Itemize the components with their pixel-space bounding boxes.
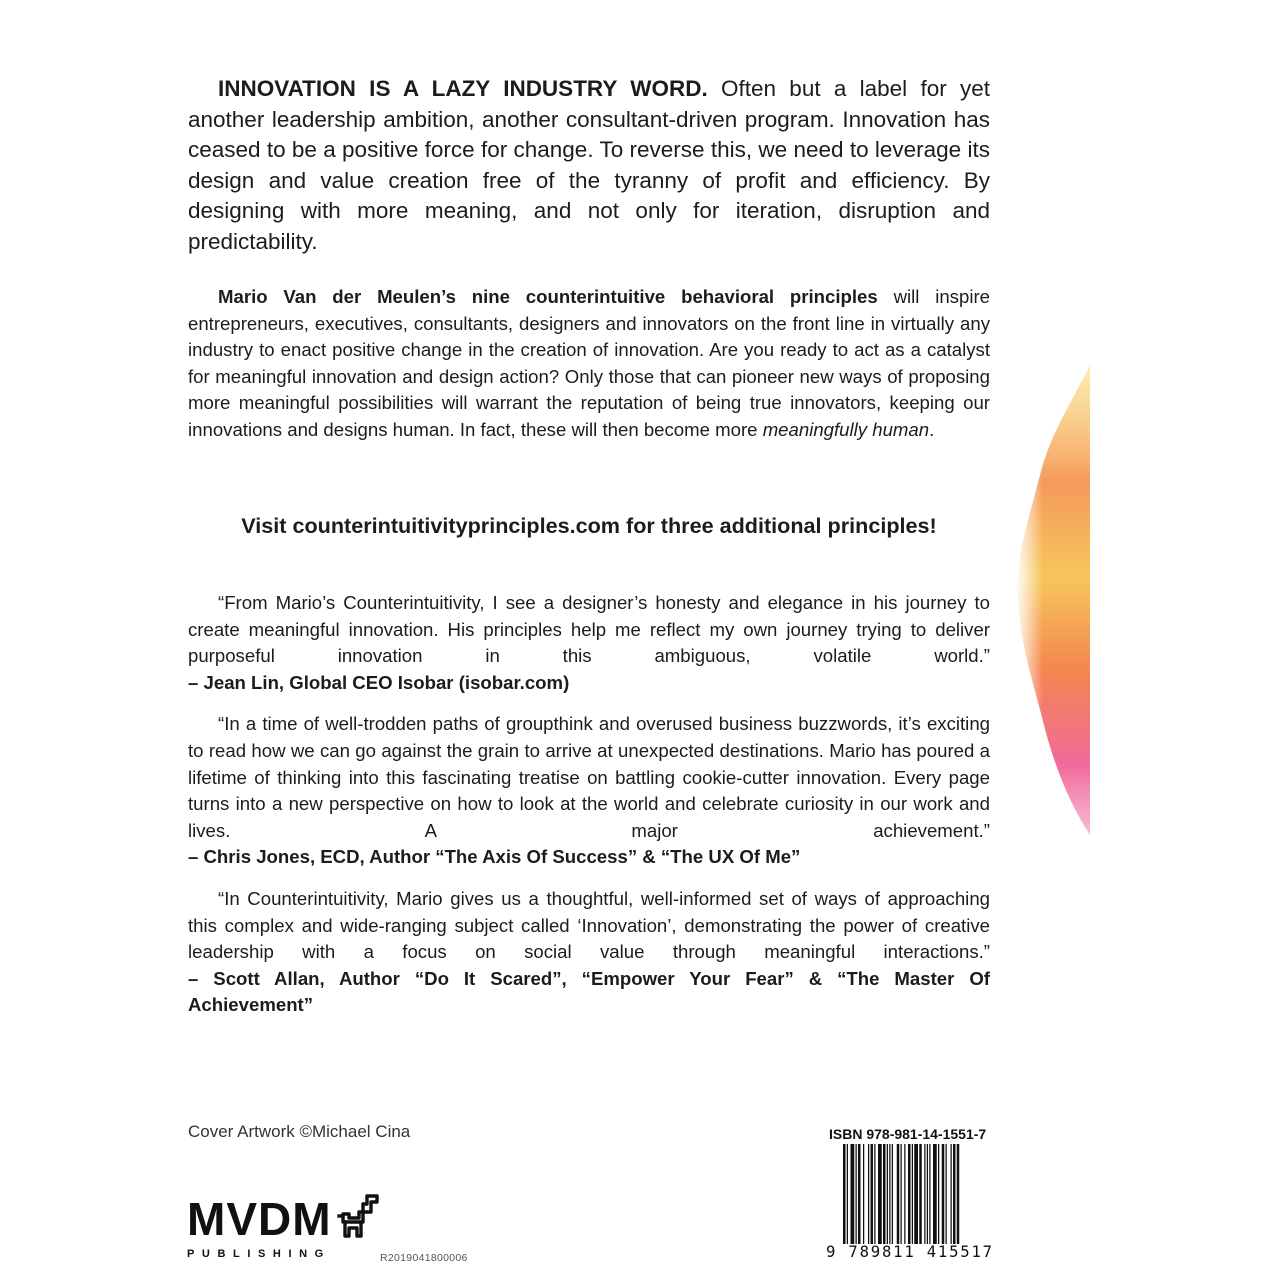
barcode-bar — [933, 1144, 937, 1244]
barcode-bar — [871, 1144, 874, 1244]
testimonial — [188, 711, 990, 871]
cover-art-splash — [1010, 365, 1090, 835]
barcode-bar — [908, 1144, 911, 1244]
isbn-label: ISBN 978-981-14-1551-7 — [829, 1126, 987, 1142]
description-tail: . — [929, 418, 935, 440]
testimonial-text: “In a time of well-trodden paths of groupthink and overused business buzzwords, it’s exciting to read how we can go against the grain to arrive at unexpected destinations. Mario has poured a lifetime of thinking into this fascinating treatise on battling cookie-cutter innovation. Every page turns into a new perspective on how to look at the world and celebrate curiosity in our work and lives. A major achievement.” — [188, 713, 990, 841]
barcode-bar — [856, 1144, 857, 1244]
intro-lead: INNOVATION IS A LAZY INDUSTRY WORD. — [218, 76, 708, 101]
barcode-bar — [901, 1144, 902, 1244]
barcode-bar — [887, 1144, 888, 1244]
registration-code: R2019041800006 — [380, 1252, 468, 1264]
barcode-bar — [927, 1144, 928, 1244]
cover-artwork-credit: Cover Artwork ©Michael Cina — [188, 1122, 411, 1141]
barcode-digits: 9 789811 415517 — [826, 1243, 994, 1261]
barcode-bar — [868, 1144, 869, 1244]
description-lead: Mario Van der Meulen’s nine counterintuitive behavioral principles — [218, 286, 878, 307]
publisher-name: MVDM — [187, 1193, 332, 1245]
barcode-bar — [929, 1144, 930, 1244]
testimonial-text: “From Mario’s Counterintuitivity, I see a designer’s honesty and elegance in his journey to create meaningful innovation. His principles help me reflect my own journey trying to deliver purposeful innovation in this ambiguous, volatile world.” — [188, 592, 990, 667]
barcode-bar — [951, 1144, 952, 1244]
testimonial-attribution: – Chris Jones, ECD, Author “The Axis Of Success” & “The UX Of Me” — [188, 846, 801, 868]
barcode-bar — [858, 1144, 861, 1244]
barcode-bar — [874, 1144, 875, 1244]
barcode-bar — [912, 1144, 913, 1244]
publisher-subtitle: PUBLISHING — [187, 1248, 331, 1260]
testimonial-attribution: – Scott Allan, Author “Do It Scared”, “Empower Your Fear” & “The Master Of Achievement” — [188, 967, 990, 1016]
barcode-bar — [847, 1144, 848, 1244]
testimonial — [188, 886, 990, 1019]
barcode-bar — [897, 1144, 900, 1244]
barcode-bar — [883, 1144, 886, 1244]
intro-paragraph — [188, 74, 990, 258]
barcode-bar — [851, 1144, 855, 1244]
testimonials — [188, 590, 990, 1034]
visit-website-line: Visit counterintuitivityprinciples.com for three additional principles! — [241, 513, 937, 538]
description-body: will inspire entrepreneurs, executives, consultants, designers and innovators on the front line in virtually any industry to enact positive change in the creation of innovation. Are you ready to act as a catalyst for meaningful innovation and design action? Only those that can pioneer new ways of proposing more meaningful possibilities will warrant the reputation of being true innovators, keeping our innovations and designs human. In fact, these will then become more — [188, 286, 990, 440]
barcode-bar — [953, 1144, 956, 1244]
barcode-bar — [938, 1144, 939, 1244]
barcode-bar — [843, 1144, 846, 1244]
description-paragraph — [188, 284, 990, 444]
barcode-bar — [919, 1144, 922, 1244]
dinosaur-logo-icon — [337, 1192, 385, 1242]
barcode-bar — [878, 1144, 882, 1244]
barcode-bar — [914, 1144, 918, 1244]
testimonial-text: “In Counterintuitivity, Mario gives us a thoughtful, well-informed set of ways of approaching this complex and wide-ranging subject called ‘Innovation’, demonstrating the power of creative leadership with a focus on social value through meaningful interactions.” — [188, 887, 990, 963]
description-emphasis: meaningfully human — [762, 418, 930, 440]
barcode-bar — [924, 1144, 925, 1244]
barcode-bar — [889, 1144, 890, 1244]
intro-body: Often but a label for yet another leadership ambition, another consultant-driven program. Innovation has ceased to be a positive force for change. To reverse this, we need to leverage its design and value creation free of the tyranny of profit and efficiency. By designing with more meaning, and not only for iteration, disruption and predictability. — [188, 76, 991, 254]
barcode-bar — [863, 1144, 864, 1244]
barcode-bar — [892, 1144, 893, 1244]
barcode-bar — [957, 1144, 960, 1244]
barcode-bar — [942, 1144, 945, 1244]
testimonial-attribution: – Jean Lin, Global CEO Isobar (isobar.com) — [188, 671, 570, 693]
barcode-bar — [946, 1144, 947, 1244]
testimonial — [188, 590, 990, 696]
barcode-bar — [904, 1144, 905, 1244]
isbn-barcode — [843, 1144, 995, 1244]
